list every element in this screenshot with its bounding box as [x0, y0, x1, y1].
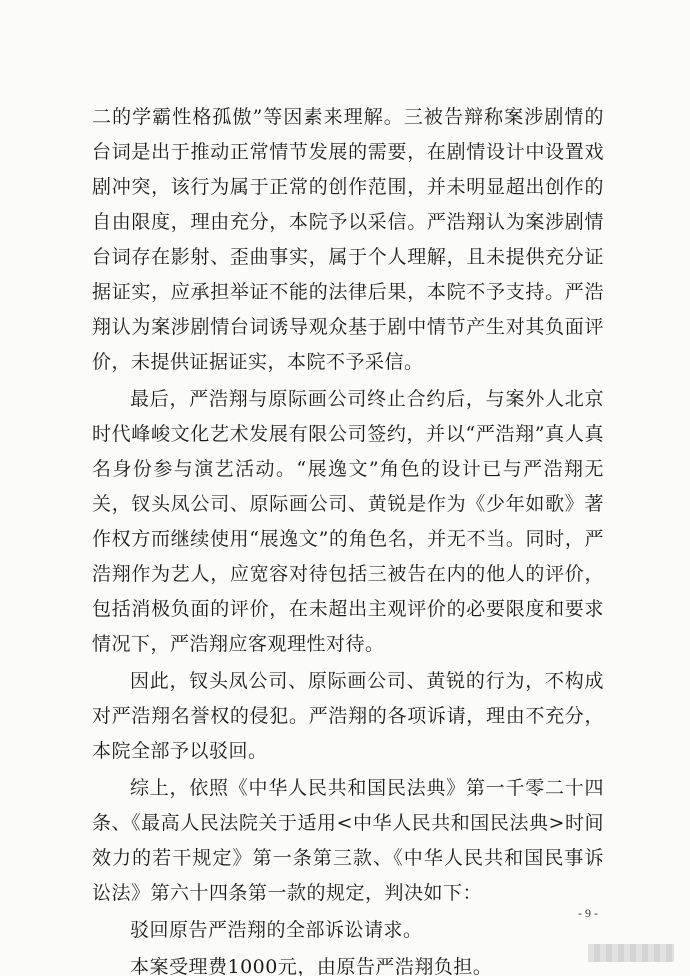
page-number: - 9 - [578, 906, 598, 920]
blurred-watermark [588, 944, 674, 962]
paragraph-finally: 最后，严浩翔与原际画公司终止合约后，与案外人北京时代峰峻文化艺术发展有限公司签约，并以“严浩翔”真人真名身份参与演艺活动。“展逸文”角色的设计已与严浩翔无关，钗头凤公司、原际画公司、黄锐是作为《少年如歌》著作权方而继续使用“展逸文”的角色名，并无不当。同时，严浩翔作为艺人，应宽容对待包括三被告在内的他人的评价，包括消极负面的评价，在未超出主观评价的必要限度和要求情况下，严浩翔应客观理性对待。 [92, 388, 604, 655]
paragraph-court-fee: 本案受理费1000元，由原告严浩翔负担。 [130, 956, 493, 976]
paragraph-legal-basis: 综上，依照《中华人民共和国民法典》第一千零二十四条、《最高人民法院关于适用<中华人民共和国民法典>时间效力的若干规定》第一条第三款、《中华人民共和国民事诉讼法》第六十四条第一款的规定，判决如下： [92, 777, 604, 904]
paragraph-ruling: 驳回原告严浩翔的全部诉讼请求。 [130, 919, 423, 941]
judgment-body [92, 100, 604, 976]
paragraph-therefore: 因此，钗头凤公司、原际画公司、黄锐的行为，不构成对严浩翔名誉权的侵犯。严浩翔的各项诉请，理由不充分，本院全部予以驳回。 [92, 670, 604, 762]
paragraph-reasoning-continued: 二的学霸性格孤傲”等因素来理解。三被告辩称案涉剧情的台词是出于推动正常情节发展的需要，在剧情设计中设置戏剧冲突，该行为属于正常的创作范围，并未明显超出创作的自由限度，理由充分，本院予以采信。严浩翔认为案涉剧情台词存在影射、歪曲事实，属于个人理解，且未提供充分证据证实，应承担举证不能的法律后果，本院不予支持。严浩翔认为案涉剧情台词诱导观众基于剧中情节产生对其负面评价，未提供证据证实，本院不予采信。 [92, 106, 604, 373]
